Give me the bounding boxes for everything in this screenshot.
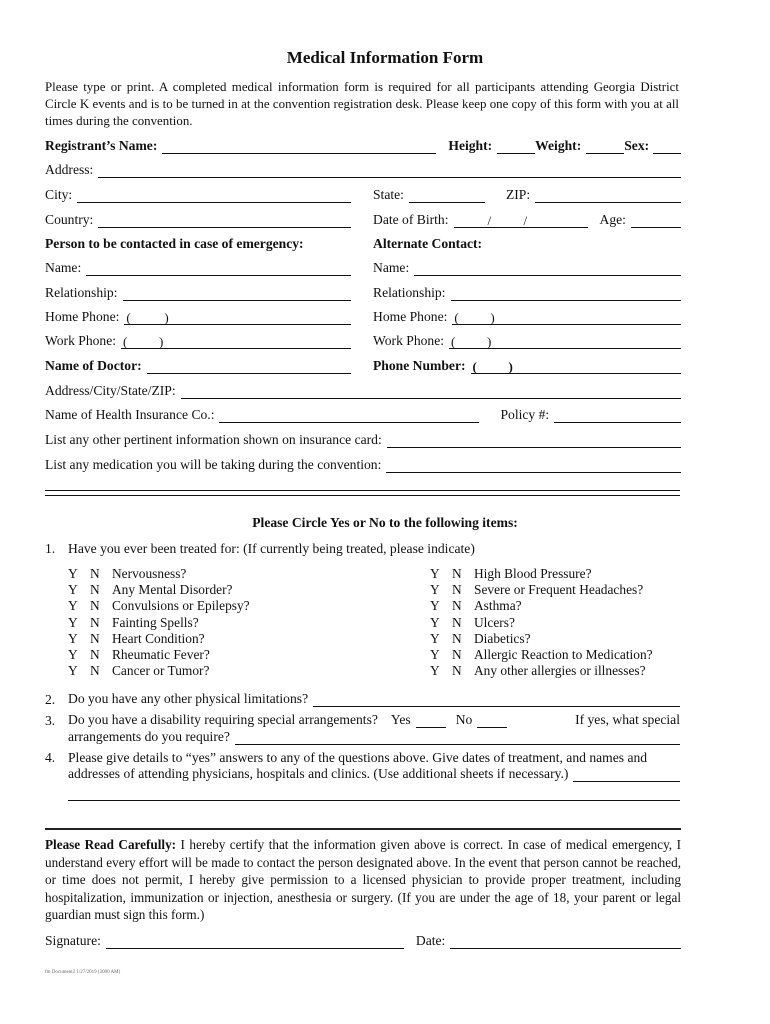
state-field[interactable] <box>409 190 485 203</box>
no-option[interactable]: N <box>452 566 462 581</box>
circle-heading: Please Circle Yes or No to the following items: <box>252 515 518 530</box>
q3-line2-text: arrangements do you require? <box>68 729 230 744</box>
q1-text: Have you ever been treated for: (If currently being treated, please indicate) <box>68 541 475 556</box>
sex-field[interactable] <box>653 141 681 154</box>
signature-label: Signature: <box>45 933 101 948</box>
yes-option[interactable]: Y <box>68 663 78 679</box>
condition-item <box>68 663 250 679</box>
alternate-heading: Alternate Contact: <box>373 236 483 251</box>
no-option[interactable]: N <box>452 614 462 630</box>
area-code-close: ) <box>159 334 164 349</box>
policy-label: Policy #: <box>500 407 550 422</box>
address-label: Address: <box>45 162 94 177</box>
q4-text: Please give details to “yes” answers to any of the questions above. Give dates of treatment, and names and <box>68 750 648 765</box>
q4-line2-text: addresses of attending physicians, hospitals and clinics. (Use additional sheets if necessary.) <box>68 766 569 781</box>
emergency-name-field[interactable] <box>86 263 351 276</box>
insurance-field[interactable] <box>219 410 479 423</box>
doctor-address-field[interactable] <box>181 386 681 399</box>
area-code-close: ) <box>490 310 495 325</box>
condition-item <box>68 582 250 598</box>
q3-row-2 <box>68 727 680 745</box>
sex-label: Sex: <box>624 138 650 153</box>
area-code-open: ( <box>126 310 131 325</box>
contact-name-row <box>45 258 681 276</box>
q3-number: 3. <box>45 713 56 728</box>
condition-item <box>68 615 250 631</box>
condition-item <box>430 631 653 647</box>
area-code-open: ( <box>454 310 459 325</box>
condition-label: High Blood Pressure? <box>474 566 592 581</box>
registrant-row <box>45 136 681 154</box>
condition-label: Diabetics? <box>474 630 531 646</box>
q3-yes-label: Yes <box>390 712 411 727</box>
weight-label: Weight: <box>535 138 582 153</box>
condition-label: Severe or Frequent Headaches? <box>474 582 644 598</box>
intro-paragraph: Please type or print. A completed medical information form is required for all participants attending Georgia District Circle K events and is to be turned in at the convention registration desk. Please keep one copy of this form with you at all times during the convention. <box>45 80 679 128</box>
area-code-close: ) <box>508 359 513 374</box>
conditions-left-list <box>68 566 250 679</box>
no-option[interactable]: N <box>90 663 100 679</box>
no-option[interactable]: N <box>90 614 100 630</box>
age-field[interactable] <box>631 215 681 228</box>
yes-option[interactable]: Y <box>68 630 78 646</box>
contacts-heading-row <box>45 234 681 252</box>
no-option[interactable]: N <box>90 647 100 663</box>
yes-option[interactable]: Y <box>430 582 440 598</box>
emergency-work-phone-field[interactable] <box>121 336 351 349</box>
age-label: Age: <box>599 212 626 227</box>
doctor-address-row <box>45 381 681 399</box>
condition-label: Ulcers? <box>474 614 515 630</box>
yes-option[interactable]: Y <box>68 566 78 581</box>
insurance-info-field[interactable] <box>387 435 681 448</box>
certification-paragraph <box>45 836 681 924</box>
yes-option[interactable]: Y <box>430 630 440 646</box>
emergency-relationship-label: Relationship: <box>45 285 118 300</box>
condition-label: Allergic Reaction to Medication? <box>474 647 653 663</box>
conditions-right-list <box>430 566 653 679</box>
emergency-home-phone-field[interactable] <box>124 312 351 325</box>
q2-row <box>68 689 680 707</box>
q3-row <box>68 710 680 728</box>
city-label: City: <box>45 187 73 202</box>
policy-field[interactable] <box>554 410 681 423</box>
condition-item <box>430 566 653 582</box>
area-code-close: ) <box>487 334 492 349</box>
no-option[interactable]: N <box>452 582 462 598</box>
height-field[interactable] <box>497 141 535 154</box>
q4-number: 4. <box>45 750 56 765</box>
no-option[interactable]: N <box>452 663 462 679</box>
area-code-close: ) <box>164 310 169 325</box>
yes-option[interactable]: Y <box>430 614 440 630</box>
q2-number: 2. <box>45 692 56 707</box>
emergency-work-phone-label: Work Phone: <box>45 333 117 348</box>
condition-item <box>68 598 250 614</box>
doctor-phone-field[interactable] <box>471 361 681 374</box>
alternate-name-field[interactable] <box>414 263 681 276</box>
alternate-work-phone-field[interactable] <box>449 336 681 349</box>
condition-label: Heart Condition? <box>112 630 205 646</box>
registrant-name-label: Registrant’s Name: <box>45 138 158 153</box>
registrant-name-field[interactable] <box>162 141 436 154</box>
q1-number: 1. <box>45 541 56 556</box>
q3-text: Do you have a disability requiring special arrangements? <box>68 712 378 727</box>
yes-option[interactable]: Y <box>430 647 440 663</box>
condition-item <box>430 647 653 663</box>
alternate-name-label: Name: <box>373 260 410 275</box>
insurance-row <box>45 405 681 423</box>
condition-label: Nervousness? <box>112 566 187 581</box>
country-field[interactable] <box>98 215 351 228</box>
date-label: Date: <box>415 933 446 948</box>
dob-field[interactable] <box>454 215 588 228</box>
area-code-open: ( <box>123 334 128 349</box>
condition-label: Any other allergies or illnesses? <box>474 663 646 679</box>
q3-arrangements-field[interactable] <box>235 732 680 745</box>
dob-separator: / <box>487 213 492 228</box>
yes-option[interactable]: Y <box>68 582 78 598</box>
page-title: Medical Information Form <box>286 48 484 67</box>
weight-field[interactable] <box>586 141 624 154</box>
medication-row <box>45 455 681 473</box>
condition-item <box>68 647 250 663</box>
insurance-label: Name of Health Insurance Co.: <box>45 407 215 422</box>
q4-row-2 <box>68 764 680 782</box>
insurance-info-label: List any other pertinent information shown on insurance card: <box>45 432 382 447</box>
area-code-open: ( <box>451 334 456 349</box>
height-label: Height: <box>448 138 493 153</box>
address-field[interactable] <box>98 165 681 178</box>
condition-label: Rheumatic Fever? <box>112 647 210 663</box>
medication-label: List any medication you will be taking during the convention: <box>45 457 382 472</box>
q3-ifyes-text: If yes, what special <box>575 712 680 727</box>
no-option[interactable]: N <box>452 598 462 614</box>
dob-separator: / <box>523 213 528 228</box>
no-option[interactable]: N <box>90 566 100 581</box>
emergency-relationship-field[interactable] <box>123 288 352 301</box>
doctor-address-label: Address/City/State/ZIP: <box>45 383 176 398</box>
no-option[interactable]: N <box>90 630 100 646</box>
address-row <box>45 160 681 178</box>
q2-field[interactable] <box>313 694 680 707</box>
condition-label: Any Mental Disorder? <box>112 582 233 598</box>
alternate-home-phone-field[interactable] <box>452 312 681 325</box>
certify-text: I hereby certify that the information given above is correct. In case of medical emergency, I understand every effort will be made to contact the person designated above. In the event that person cannot be reached, or time does not permit, I hereby give permission to a licensed physician to provide proper treatment, including hospitalization, immunization or injection, anesthesia or surgery. (If you are under the age of 18, your parent or legal guardian must sign this form.) <box>45 837 681 923</box>
footer-text: fm Document2 1/27/2019 (3000 AM) <box>45 970 121 975</box>
q2-text: Do you have any other physical limitations? <box>68 691 309 706</box>
signature-row <box>45 931 681 949</box>
area-code-open: ( <box>472 359 477 374</box>
dob-label: Date of Birth: <box>373 212 449 227</box>
condition-item <box>430 582 653 598</box>
condition-item <box>430 615 653 631</box>
date-field[interactable] <box>450 936 681 949</box>
emergency-name-label: Name: <box>45 260 82 275</box>
alternate-home-phone-label: Home Phone: <box>373 309 448 324</box>
home-phone-row <box>45 307 681 325</box>
section-divider <box>45 495 680 496</box>
yes-option[interactable]: Y <box>430 598 440 614</box>
emergency-home-phone-label: Home Phone: <box>45 309 120 324</box>
medication-field[interactable] <box>386 460 681 473</box>
city-field[interactable] <box>77 190 351 203</box>
condition-item <box>430 598 653 614</box>
yes-option[interactable]: Y <box>430 566 440 581</box>
relationship-row <box>45 283 681 301</box>
condition-item <box>68 566 250 582</box>
doctor-field[interactable] <box>147 361 351 374</box>
country-label: Country: <box>45 212 94 227</box>
country-row <box>45 210 681 228</box>
zip-label: ZIP: <box>505 187 531 202</box>
yes-option[interactable]: Y <box>68 614 78 630</box>
certify-bold-label: Please Read Carefully: <box>45 837 177 852</box>
yes-option[interactable]: Y <box>68 647 78 663</box>
zip-field[interactable] <box>535 190 681 203</box>
condition-item <box>430 663 653 679</box>
city-row <box>45 185 681 203</box>
state-label: State: <box>373 187 404 202</box>
q4-extra-line[interactable] <box>68 800 680 801</box>
condition-label: Fainting Spells? <box>112 614 199 630</box>
doctor-phone-label: Phone Number: <box>373 358 466 373</box>
alternate-relationship-label: Relationship: <box>373 285 446 300</box>
emergency-heading: Person to be contacted in case of emergency: <box>45 236 304 251</box>
insurance-info-row <box>45 430 681 448</box>
doctor-label: Name of Doctor: <box>45 358 142 373</box>
condition-label: Convulsions or Epilepsy? <box>112 598 250 614</box>
q4-details-field[interactable] <box>573 769 680 782</box>
alternate-work-phone-label: Work Phone: <box>373 333 445 348</box>
medication-extra-line[interactable] <box>45 490 680 491</box>
signature-field[interactable] <box>106 936 404 949</box>
condition-label: Cancer or Tumor? <box>112 663 210 679</box>
no-option[interactable]: N <box>452 630 462 646</box>
no-option[interactable]: N <box>452 647 462 663</box>
no-option[interactable]: N <box>90 582 100 598</box>
doctor-row <box>45 356 681 374</box>
no-option[interactable]: N <box>90 598 100 614</box>
alternate-relationship-field[interactable] <box>451 288 682 301</box>
condition-item <box>68 631 250 647</box>
section-divider <box>45 828 681 830</box>
yes-option[interactable]: Y <box>68 598 78 614</box>
work-phone-row <box>45 331 681 349</box>
yes-option[interactable]: Y <box>430 663 440 679</box>
condition-label: Asthma? <box>474 598 522 614</box>
q3-no-label: No <box>455 712 473 727</box>
